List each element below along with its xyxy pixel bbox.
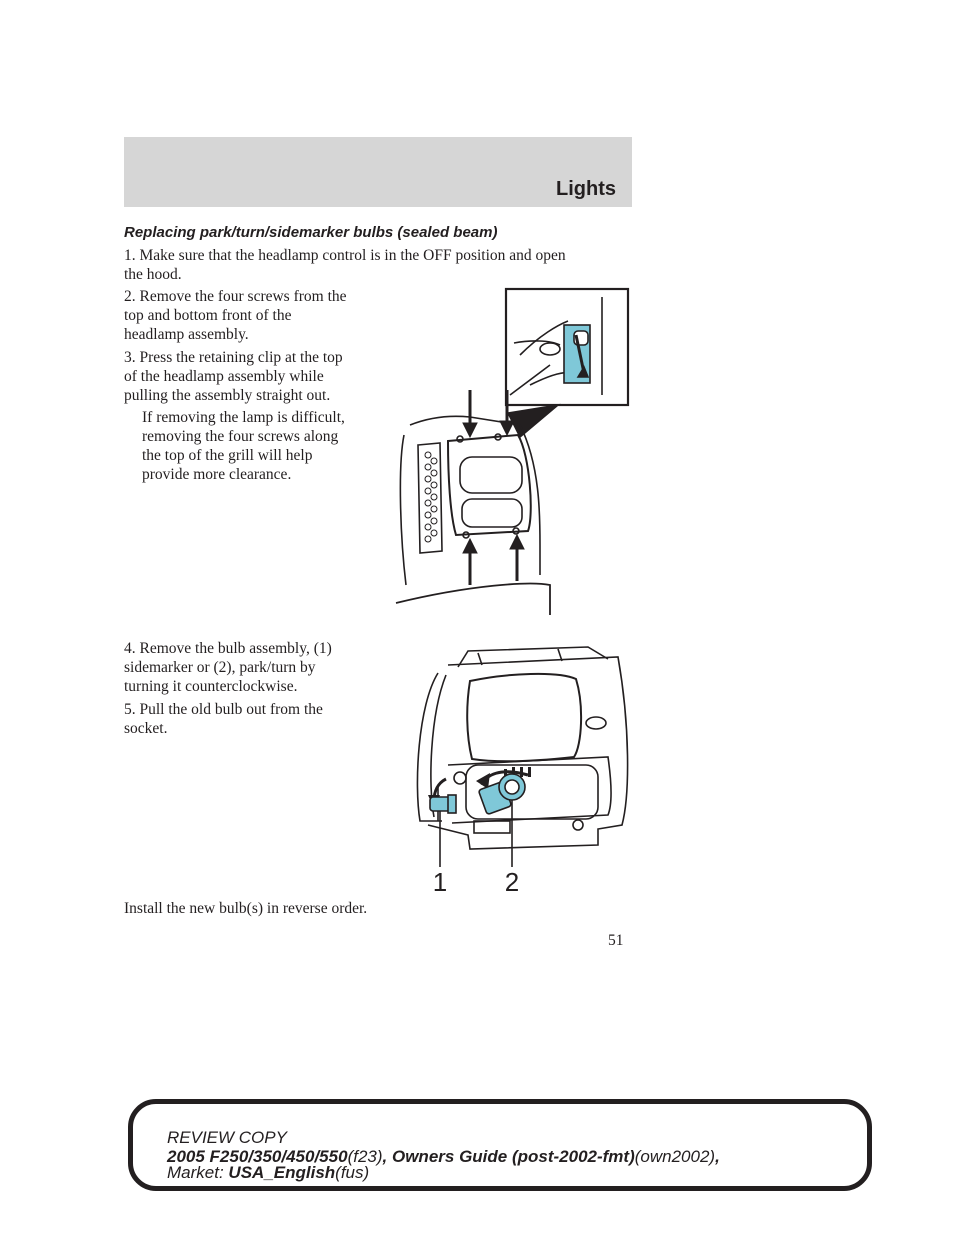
guide-name: Owners Guide (post-2002-fmt)	[391, 1147, 635, 1166]
callout-label-2: 2	[504, 867, 520, 897]
separator-2: ,	[715, 1147, 720, 1166]
step-4-line-3: turning it counterclockwise.	[124, 678, 298, 695]
note-line-3: the top of the grill will help	[142, 447, 313, 464]
market-label: Market:	[167, 1163, 224, 1182]
step-5-line-1: 5. Pull the old bulb out from the	[124, 701, 323, 718]
callout-label-1: 1	[432, 867, 448, 897]
procedure-title: Replacing park/turn/sidemarker bulbs (sealed beam)	[124, 224, 498, 241]
step-3-line-2: of the headlamp assembly while	[124, 368, 324, 385]
separator-1: ,	[382, 1147, 392, 1166]
market-code: (fus)	[335, 1163, 370, 1182]
note-line-2: removing the four screws along	[142, 428, 339, 445]
step-3-line-1: 3. Press the retaining clip at the top	[124, 349, 343, 366]
guide-code: (own2002)	[634, 1147, 716, 1166]
note-line-1: If removing the lamp is difficult,	[142, 409, 345, 426]
step-5-line-2: socket.	[124, 720, 168, 737]
note-line-4: provide more clearance.	[142, 466, 292, 483]
step-2-line-1: 2. Remove the four screws from the	[124, 288, 347, 305]
step-2-line-2: top and bottom front of the	[124, 307, 292, 324]
step-1-line-1: 1. Make sure that the headlamp control is in the OFF position and open	[124, 247, 566, 264]
model-code: (f23)	[347, 1147, 383, 1166]
page-number: 51	[608, 932, 624, 949]
step-2-line-3: headlamp assembly.	[124, 326, 249, 343]
market-value: USA_English	[228, 1163, 336, 1182]
step-1-line-2: the hood.	[124, 266, 182, 283]
market-line	[167, 1164, 369, 1182]
review-copy-label: REVIEW COPY	[167, 1128, 287, 1147]
section-header-bar	[124, 137, 632, 207]
review-copy-box	[128, 1099, 872, 1191]
model-name: 2005 F250/350/450/550	[167, 1147, 348, 1166]
install-note: Install the new bulb(s) in reverse order.	[124, 900, 368, 917]
step-4-line-1: 4. Remove the bulb assembly, (1)	[124, 640, 332, 657]
bulb-assembly-illustration	[408, 645, 638, 900]
step-4-line-2: sidemarker or (2), park/turn by	[124, 659, 316, 676]
step-3-line-3: pulling the assembly straight out.	[124, 387, 331, 404]
section-header-title: Lights	[556, 178, 616, 200]
headlamp-screws-illustration	[390, 285, 640, 620]
